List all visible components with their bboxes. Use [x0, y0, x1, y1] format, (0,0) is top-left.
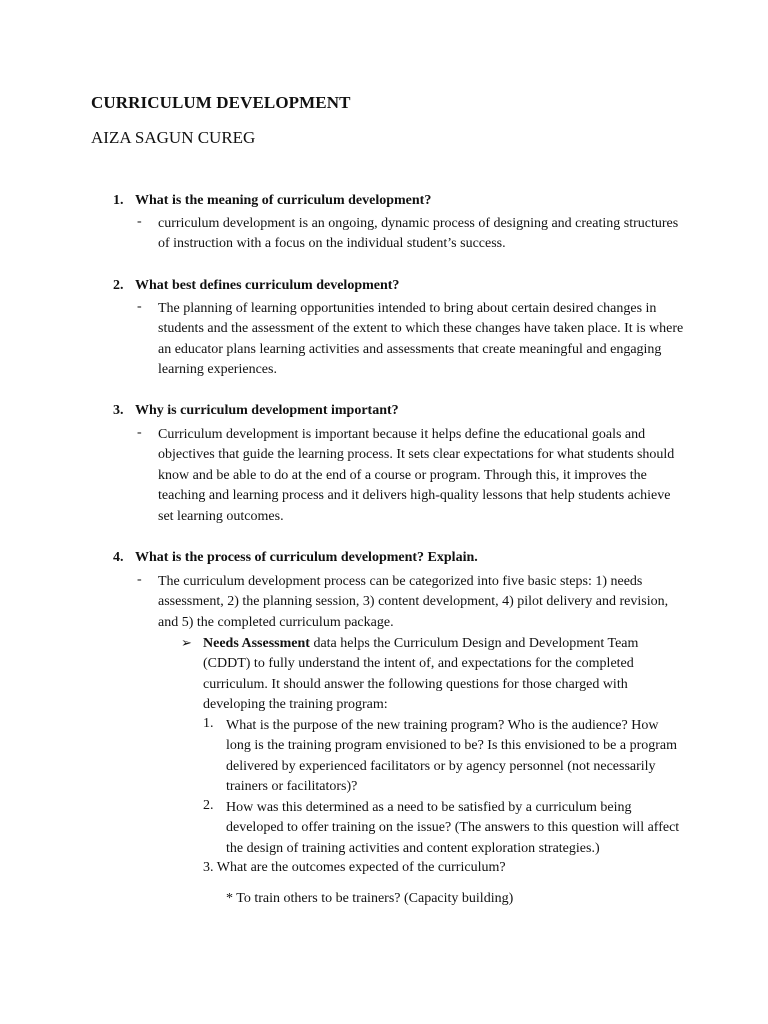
- needs-assessment-paragraph: [203, 634, 683, 716]
- question-text: Why is curriculum development important?: [135, 403, 399, 418]
- question-number: 3.: [113, 403, 124, 418]
- ordered-item-1: What is the purpose of the new training program? Who is the audience? How long is the training program envisioned to be? Is this envisioned to be a program delivered by experienced facilitators or by agency personnel (not necessarily trainers or facilitators)?: [226, 718, 678, 795]
- question-number: 2.: [113, 278, 124, 293]
- answer-1: curriculum development is an ongoing, dynamic process of designing and creating structures of instruction with a focus on the individual student’s success.: [158, 216, 679, 252]
- answer-4: The curriculum development process can be categorized into five basic steps: 1) needs assessment, 2) the planning session, 3) content development, 4) pilot delivery and revision, and 5) the completed curriculum package.: [158, 574, 669, 630]
- question-1: [113, 193, 431, 209]
- answer-2: The planning of learning opportunities intended to bring about certain desired changes in students and the assessment of the extent to which these changes have taken place. It is where an educator plans learning activities and assessments that create meaningful and engaging learning experiences.: [158, 301, 684, 378]
- question-number: 1.: [113, 193, 124, 208]
- question-text: What is the meaning of curriculum development?: [135, 193, 432, 208]
- dash-bullet: -: [137, 299, 142, 314]
- question-3: [113, 403, 399, 419]
- question-2: [113, 278, 399, 294]
- question-4: [113, 550, 478, 566]
- answer-3: Curriculum development is important because it helps define the educational goals and objectives that guide the learning process. It sets clear expectations for what students should know and be able to do at the end of a course or program. Through this, it improves the teaching and learning process and it delivers high-quality lessons that help students achieve set learning outcomes.: [158, 427, 675, 524]
- capacity-building-note: * To train others to be trainers? (Capacity building): [226, 891, 514, 906]
- question-text: What best defines curriculum development?: [135, 278, 400, 293]
- dash-bullet: -: [137, 572, 142, 587]
- question-text: What is the process of curriculum development? Explain.: [135, 550, 478, 565]
- author-name: AIZA SAGUN CUREG: [91, 128, 256, 147]
- arrow-bullet-icon: ➢: [181, 635, 192, 650]
- ordered-item-2: How was this determined as a need to be satisfied by a curriculum being developed to offer training on the issue? (The answers to this question will affect the design of training activities and content exploration strategies.): [226, 800, 680, 856]
- ordered-item-number: 1.: [203, 716, 214, 731]
- dash-bullet: -: [137, 425, 142, 440]
- question-number: 4.: [113, 550, 124, 565]
- document-title: CURRICULUM DEVELOPMENT: [91, 93, 351, 112]
- ordered-item-number: 2.: [203, 798, 214, 813]
- ordered-item-3: 3. What are the outcomes expected of the curriculum?: [203, 860, 506, 875]
- dash-bullet: -: [137, 214, 142, 229]
- needs-assessment-label: Needs Assessment: [203, 636, 310, 651]
- needs-assessment-text: data helps the Curriculum Design and Development Team (CDDT) to fully understand the intent of, and expectations for the completed curriculum. It should answer the following questions for those charged with developing the training program:: [203, 636, 639, 713]
